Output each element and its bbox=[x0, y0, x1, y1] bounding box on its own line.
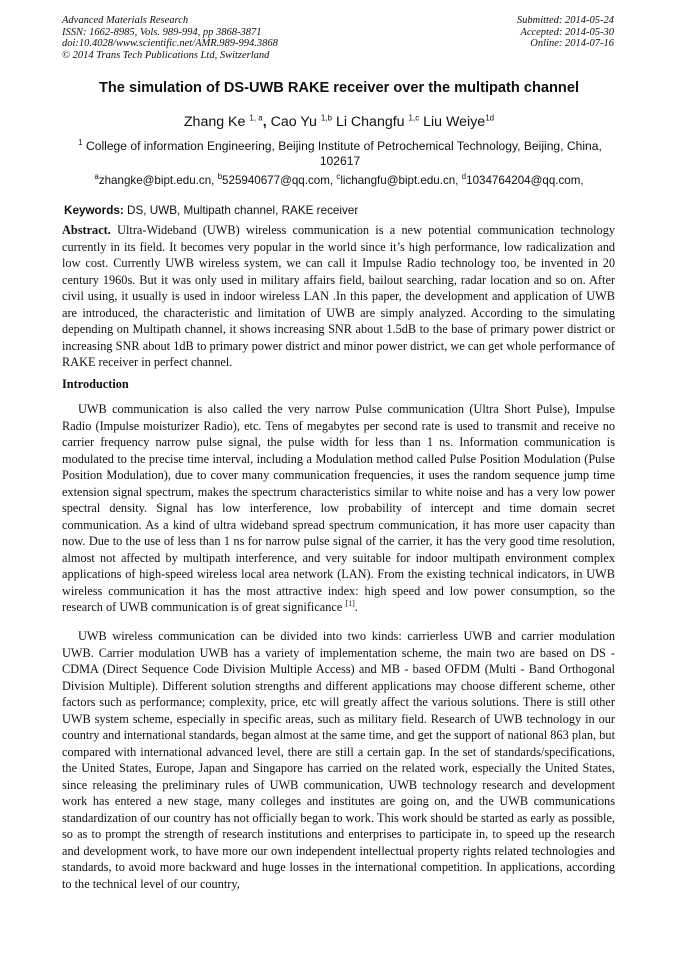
intro-paragraph-2 bbox=[62, 628, 615, 892]
paragraph-text: UWB communication is also called the very narrow Pulse communication (Ultra Short Pulse), Impulse Radio (Impulse moisturizer Radio), etc. Tens of megabytes per second rate is used to transmit and receive no carrier frequency narrow pulse signal, the pulse width for less than 1 ns. Information communication is modulated to the precise time interval, including a Modulation method called Pulse Position Modulation (Pulse Position Modulation), due to cover many communication frequencies, it uses the random sequence jump time extension signal spectrum, makes the spectrum characteristics similar to white noise and has a very low power spectral density. Signal has low interference, low probability of intercept and time domain secret communication. As a kind of ultra wideband spread spectrum communication, it has more user capacity than now. Due to the use of less than 1 ns for narrow pulse signal of the carrier, it has the very good time resolution, almost not affected by multipath interference, and very suitable for indoor multipath environment complex applications of high-speed wireless local area network (LAN). From the existing technical indicators, in UWB wireless communication it has the most attractive index: high speed and low power consumption, so the research of UWB communication is of great significance bbox=[62, 402, 615, 614]
email-marker: b bbox=[217, 172, 223, 182]
online-date: Online: 2014-07-16 bbox=[530, 38, 614, 49]
keywords-label: Keywords: bbox=[64, 204, 124, 217]
email-address[interactable]: lichangfu@bipt.edu.cn, bbox=[340, 174, 462, 187]
dates-header bbox=[517, 15, 614, 50]
affiliation bbox=[64, 139, 616, 169]
abstract bbox=[62, 222, 615, 371]
journal-header bbox=[62, 15, 278, 61]
journal-name: Advanced Materials Research bbox=[62, 15, 189, 26]
section-heading-introduction: Introduction bbox=[62, 377, 129, 391]
paper-title: The simulation of DS-UWB RAKE receiver over the multipath channel bbox=[98, 80, 580, 96]
citation-marker[interactable]: [1] bbox=[345, 598, 355, 608]
email-marker: c bbox=[336, 172, 341, 182]
author-name: Zhang Ke bbox=[183, 114, 246, 130]
journal-doi[interactable]: doi:10.4028/www.scientific.net/AMR.989-994.3868 bbox=[62, 38, 278, 49]
paragraph-end: . bbox=[354, 600, 358, 614]
email-list bbox=[40, 174, 638, 187]
email-address[interactable]: 1034764204@qq.com, bbox=[466, 174, 584, 187]
author-name: Cao Yu bbox=[270, 114, 317, 130]
author-affiliation-marker: 1d bbox=[485, 113, 495, 123]
email-marker: a bbox=[94, 172, 99, 182]
keywords-text: DS, UWB, Multipath channel, RAKE receiver bbox=[127, 204, 359, 217]
abstract-text: Ultra-Wideband (UWB) wireless communication is a new potential communication technology currently in its field. It becomes very popular in the world since it’s high performance, low radicalization and low cost. Currently UWB wireless system, we can call it Impulse Radio technology too, be invented in 20 century 1960s. But it was only used in military affairs field, bailout searching, radar location and so on. After civil using, it usually is used in indoor wireless LAN .In this paper, the development and application of UWB are introduced, the characteristic and limitation of UWB are simply analyzed. According to the simulating depending on Multipath channel, it shows increasing SNR about 1.5dB to the base of primary power district or increasing SNR about 1dB to primary power district and minor power district, we can get whole performance of RAKE receiver in perfect channel. bbox=[62, 223, 615, 369]
author-affiliation-marker: 1,b bbox=[320, 113, 332, 123]
email-marker: d bbox=[461, 172, 467, 182]
author-name: Liu Weiye bbox=[423, 114, 486, 130]
author-affiliation-marker: 1,c bbox=[408, 113, 420, 123]
author-affiliation-marker: 1, a bbox=[249, 113, 263, 123]
abstract-label: Abstract. bbox=[62, 223, 111, 237]
submitted-date: Submitted: 2014-05-24 bbox=[516, 15, 614, 26]
affiliation-text: College of information Engineering, Beijing Institute of Petrochemical Technology, Beijing, China, 102617 bbox=[85, 139, 602, 168]
intro-paragraph-1 bbox=[62, 401, 615, 616]
author-name: Li Changfu bbox=[335, 114, 405, 130]
email-address[interactable]: 525940677@qq.com, bbox=[222, 174, 337, 187]
email-address[interactable]: zhangke@bipt.edu.cn, bbox=[98, 174, 218, 187]
author-list: Zhang Ke $^{1, a}$, Cao Yu $^{1,b}$ Li Changfu $^{1,c}$ Liu Weiye$^{1d}$ bbox=[183, 113, 495, 130]
keywords bbox=[64, 204, 616, 217]
paragraph-text: UWB wireless communication can be divided into two kinds: carrierless UWB and carrier modulation UWB. Carrier modulation UWB has a variety of implementation scheme, the main two are based on DS - CDMA (Direct Sequence Code Division Multiple Access) and MB - based OFDM (Multi - Band Orthogonal Division Multiple). Different solution strengths and different applications may choose different scheme, other factors such as performance; complexity, price, etc will greatly affect the various solutions. There is still other UWB system scheme, especially in specific areas, such as military field. Research of UWB technology in our country and international standards, began almost at the same time, and get the support of national 863 plan, but compared with international advanced level, there are still a certain gap. In the set of standards/specifications, the United States, Europe, Japan and Singapore has carried on the related work, especially the United States, since releasing the preliminary rules of UWB communication, UWB technology research and development work has entered a new stage, many colleges and institutes are going on, and the UWB communications standardization of our country has not officially began to work. This work should be started as early as possible, so as to prompt the strength of research institutions and enterprises to participate in, to speed up the research and development work, to have more our own independent intellectual property rights related technologies and standards, to avoid more backward and huge losses in the international competition. In applications, according to the technical level of our country, bbox=[62, 629, 615, 891]
journal-copyright: © 2014 Trans Tech Publications Ltd, Switzerland bbox=[62, 49, 270, 61]
affiliation-marker: 1 bbox=[78, 137, 83, 147]
accepted-date: Accepted: 2014-05-30 bbox=[520, 26, 614, 38]
journal-issn: ISSN: 1662-8985, Vols. 989-994, pp 3868-3871 bbox=[62, 26, 262, 38]
